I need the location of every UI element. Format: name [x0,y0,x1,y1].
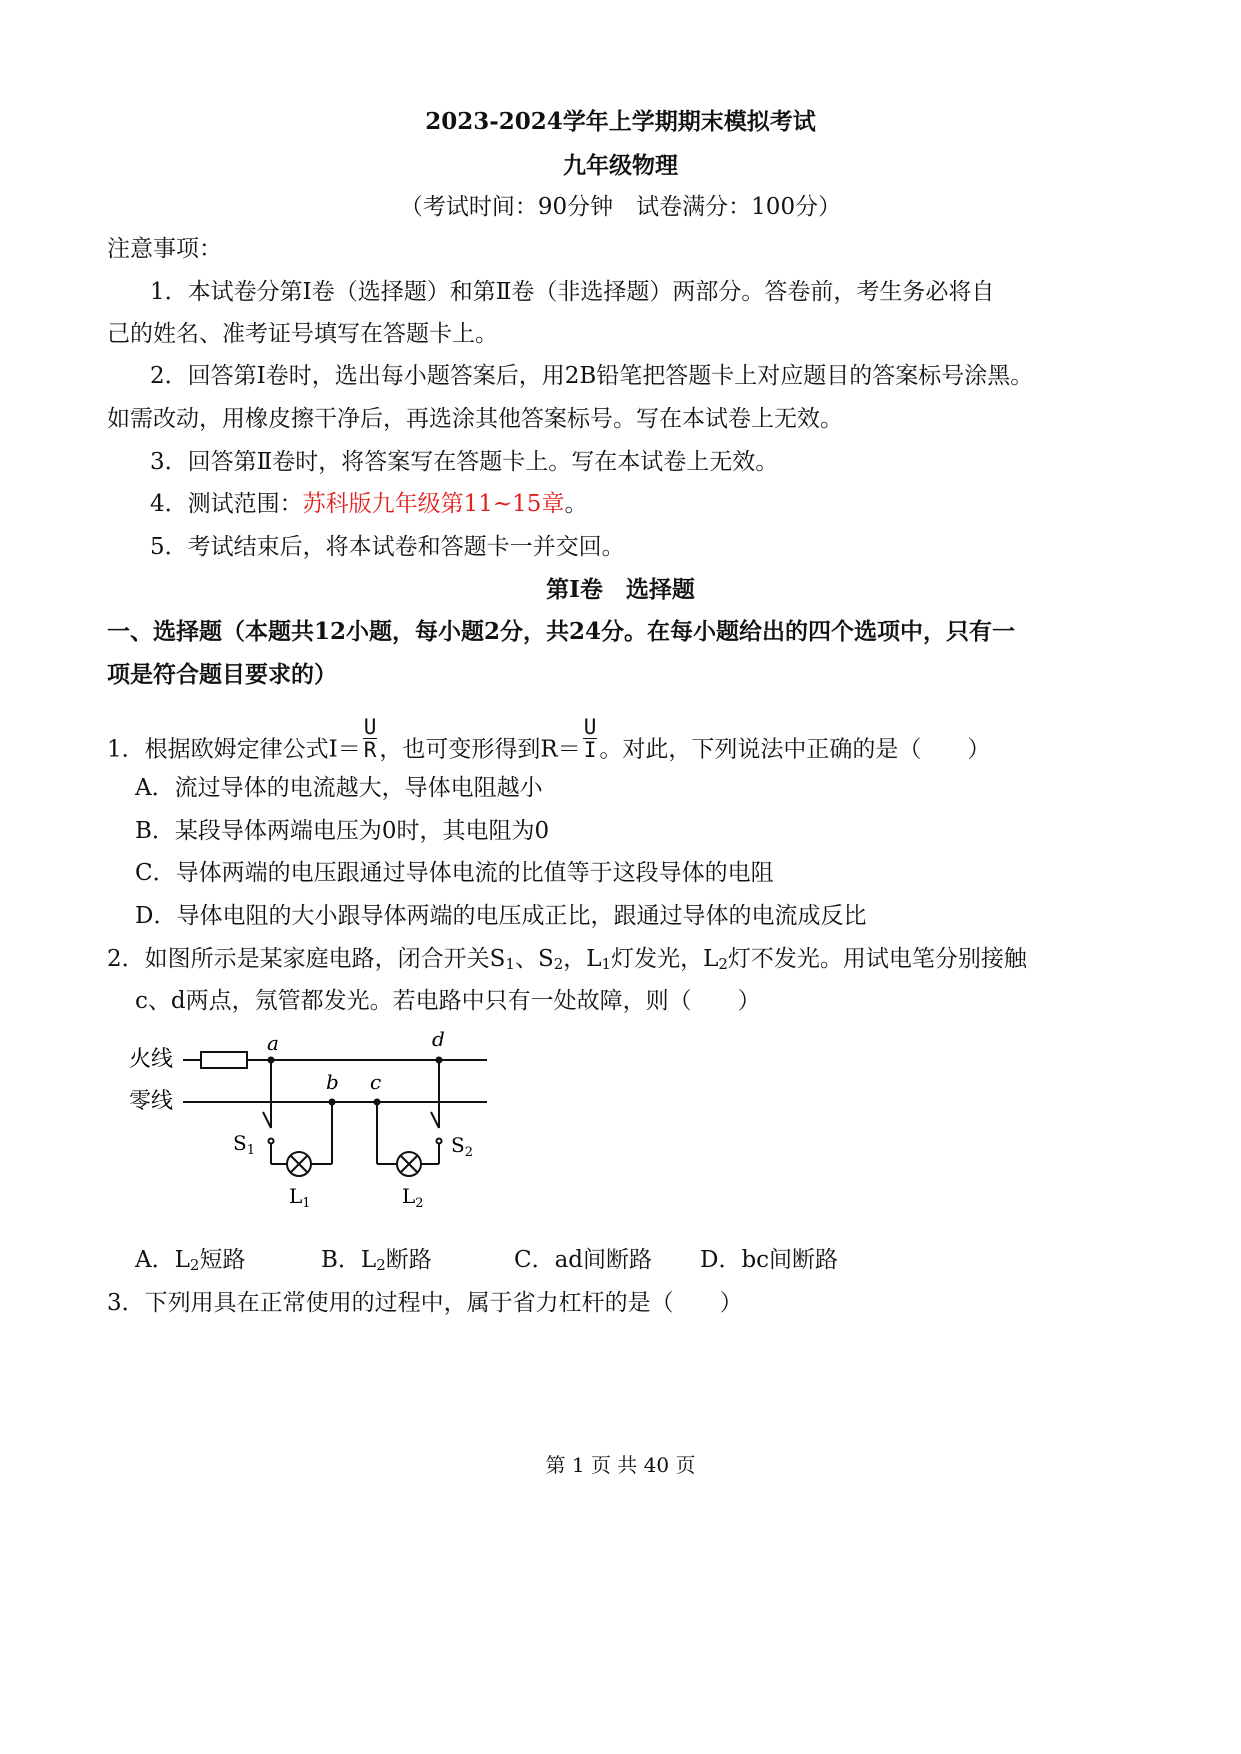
node-c-label: c [370,1070,382,1094]
fuse-icon [201,1052,247,1068]
live-wire-label: 火线 [129,1047,174,1072]
page-footer: 第 1 页 共 40 页 [545,1453,696,1477]
note-1-line-1: 1．本试卷分第Ⅰ卷（选择题）和第Ⅱ卷（非选择题）两部分。答卷前，考生务必将自 [150,279,995,305]
q1-stem-part-2: ，也可变形得到R＝ [379,736,581,763]
switch-s1-label: $S_1$ [233,1131,255,1158]
q2-option-d: D．bc间断路 [700,1247,839,1273]
q1-frac1-num: U [363,715,377,739]
notes-heading: 注意事项： [107,236,222,262]
switch-s1-blade [263,1112,271,1128]
switch-s1-contact [269,1139,274,1144]
lamp-l2-label: $L_2$ [402,1184,424,1211]
switch-s2-blade [431,1112,439,1128]
q1-formula-i [363,716,378,761]
q1-option-a: A．流过导体的电流越大，导体电阻越小 [135,775,543,801]
q1-formula-r [583,716,598,761]
exam-info: （考试时间：90分钟 试卷满分：100分） [399,194,842,220]
section-instructions-line-2: 项是符合题目要求的） [107,661,337,688]
q2-stem-t5: 灯不发光。用试电笔分别接触 [727,946,1027,972]
q2-l2-sub: 2 [718,955,728,973]
lamp-l1-label: $L_1$ [289,1184,311,1211]
q2-a-post: 短路 [199,1247,246,1273]
switch-s2-contact [437,1139,442,1144]
q2-stem-line-1 [107,944,1027,979]
exam-subject: 九年级物理 [563,152,678,179]
q2-b-post: 断路 [385,1247,432,1273]
q1-stem [107,715,991,773]
q1-frac2-den: I [583,738,597,762]
section-title: 第Ⅰ卷 选择题 [546,576,695,603]
exam-title: 2023-2024学年上学期期末模拟考试 [425,108,816,135]
note-2-line-2: 如需改动，用橡皮擦干净后，再选涂其他答案标号。写在本试卷上无效。 [107,406,843,432]
q2-option-a [135,1245,245,1280]
q1-frac2-num: U [583,715,597,739]
note-5: 5．考试结束后，将本试卷和答题卡一并交回。 [150,534,625,560]
q2-stem-t3: ，L [563,946,602,972]
q2-b-sub: 2 [376,1256,386,1274]
q2-option-b [321,1245,432,1280]
q2-s1-sub: 1 [505,955,515,973]
node-b-label: b [326,1070,339,1094]
neutral-wire-label: 零线 [129,1089,174,1114]
note-3: 3．回答第Ⅱ卷时，将答案写在答题卡上。写在本试卷上无效。 [150,449,779,475]
q2-l1-sub: 1 [601,955,612,973]
q2-stem-line-2: c、d两点，氖管都发光。若电路中只有一处故障，则（ ） [135,988,761,1014]
note-2-line-1: 2．回答第Ⅰ卷时，选出每小题答案后，用2B铅笔把答题卡上对应题目的答案标号涂黑。 [150,363,1034,389]
note-4-range: 苏科版九年级第11~15章 [302,491,565,517]
q1-stem-part-1: 1．根据欧姆定律公式I＝ [107,736,361,763]
q2-stem-t1: 2．如图所示是某家庭电路，闭合开关S [107,946,506,972]
q2-option-c: C．ad间断路 [514,1247,653,1273]
note-4-label: 4．测试范围： [150,491,303,517]
q2-b-pre: B．L [321,1247,377,1273]
section-instructions-line-1: 一、选择题（本题共12小题，每小题2分，共24分。在每小题给出的四个选项中，只有一 [107,618,1016,645]
q2-s2-sub: 2 [553,955,564,973]
note-4 [150,489,587,519]
note-4-end: 。 [564,491,588,517]
switch-s2-label: $S_2$ [451,1133,473,1160]
branch-1 [263,1060,332,1176]
q3-stem: 3．下列用具在正常使用的过程中，属于省力杠杆的是（ ） [107,1290,743,1316]
node-d-label: d [432,1028,445,1051]
q1-stem-part-3: 。对此，下列说法中正确的是（ ） [599,736,991,763]
q1-option-d: D．导体电阻的大小跟导体两端的电压成正比，跟通过导体的电流成反比 [135,903,867,929]
q2-a-sub: 2 [189,1256,200,1274]
q2-stem-t2: 、S [514,946,554,972]
q2-a-pre: A．L [135,1247,190,1273]
note-1-line-2: 己的姓名、准考证号填写在答题卡上。 [107,321,498,347]
q2-circuit-diagram [125,1028,495,1218]
q1-option-b: B．某段导体两端电压为0时，其电阻为0 [135,818,550,844]
q2-stem-t4: 灯发光，L [611,946,719,972]
q1-frac1-den: R [363,738,377,762]
node-a-label: a [267,1031,279,1055]
q1-option-c: C．导体两端的电压跟通过导体电流的比值等于这段导体的电阻 [135,860,774,886]
branch-2 [377,1060,442,1176]
